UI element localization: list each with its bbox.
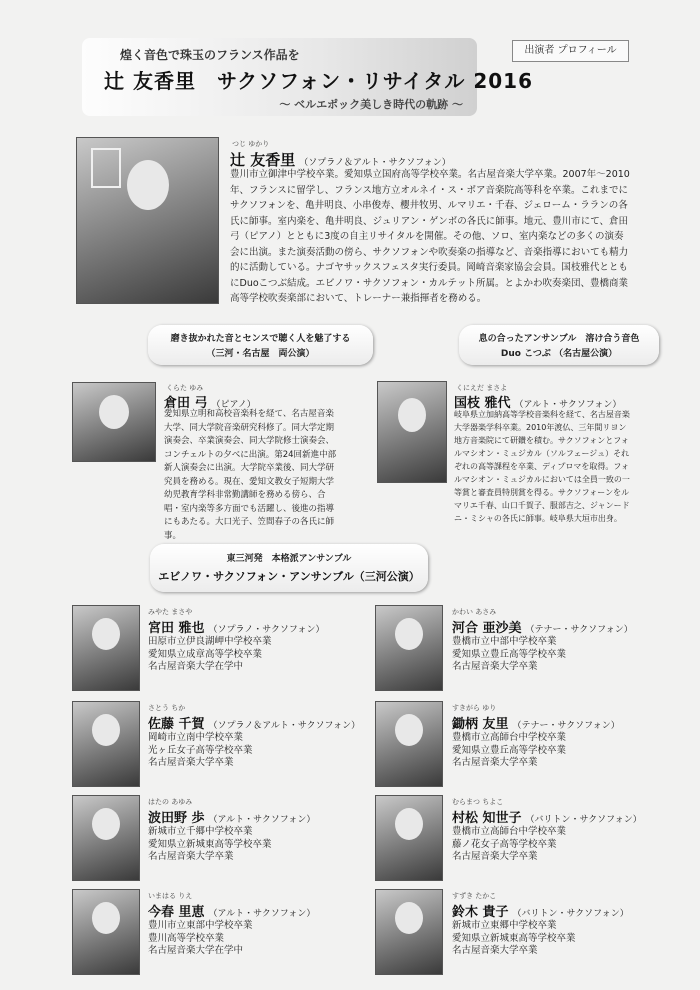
member-instrument: （テナー・サクソフォン） [525, 625, 633, 635]
member-name-row [452, 617, 672, 636]
ensemble-banner-line1: 東三河発 本格派アンサンブル [226, 554, 352, 564]
member-school: 名古屋音楽大学卒業 [452, 945, 538, 956]
kurata-ruby: くらた ゆみ [166, 384, 204, 392]
member-ruby: かわい あさみ [452, 608, 497, 616]
member-instrument: （バリトン・サクソフォン） [512, 909, 629, 919]
member-card [452, 891, 672, 958]
portrait-face [395, 714, 423, 746]
member-photo [375, 701, 443, 787]
member-school: 愛知県立成章高等学校卒業 [148, 648, 263, 660]
member-instrument: （ソプラノ・サクソフォン） [208, 625, 325, 635]
member-name: 鈴木 貴子 [452, 905, 509, 920]
portrait-face [92, 714, 120, 746]
section-label: 出演者 プロフィール [512, 40, 629, 62]
duo-banner-line1: 息の合ったアンサンブル 溶け合う音色 [478, 334, 640, 344]
member-photo [72, 795, 140, 881]
member-school: 岡崎市立南中学校卒業 [148, 732, 244, 743]
kurata-banner-line2: （三河・名古屋 両公演） [206, 349, 315, 359]
profile-photo-kunieda [377, 381, 447, 483]
member-school: 名古屋音楽大学卒業 [452, 851, 538, 862]
member-instrument: （テナー・サクソフォン） [512, 721, 620, 731]
member-school: 豊橋市立高師台中学校卒業 [452, 732, 567, 743]
header-banner [82, 38, 533, 116]
member-school: 田原市立伊良湖岬中学校卒業 [148, 636, 272, 647]
portrait-face [398, 398, 426, 432]
member-school: 名古屋音楽大学在学中 [148, 661, 244, 672]
member-photo [72, 605, 140, 691]
member-name: 河合 亜沙美 [452, 621, 522, 636]
member-instrument: （バリトン・サクソフォン） [525, 815, 642, 825]
kunieda-instrument: （アルト・サクソフォン） [514, 400, 622, 410]
member-ruby: みやた まさや [148, 608, 193, 616]
kurata-banner-line1: 磨き抜かれた音とセンスで聴く人を魅了する [170, 334, 351, 344]
portrait-face [92, 618, 120, 650]
member-school: 愛知県立新城東高等学校卒業 [148, 838, 272, 850]
kurata-instrument: （ピアノ） [211, 400, 256, 410]
member-ruby: むらまつ ちよこ [452, 798, 504, 806]
member-name-row [148, 713, 368, 732]
member-photo [375, 889, 443, 975]
kurata-banner [148, 325, 373, 365]
profile-photo-kurata [72, 382, 156, 462]
member-name-row [148, 807, 368, 826]
member-card [452, 703, 672, 770]
member-card [452, 607, 672, 674]
duo-banner-line2: Duo こつぶ （名古屋公演） [500, 349, 618, 359]
member-photo [375, 605, 443, 691]
member-school: 名古屋音楽大学卒業 [452, 757, 538, 768]
member-name: 今春 里恵 [148, 905, 205, 920]
ensemble-banner-line2: エビノワ・サクソフォン・アンサンブル（三河公演） [158, 570, 420, 583]
member-school: 豊川市立東部中学校卒業 [148, 920, 253, 931]
kurata-bio: 愛知県立明和高校音楽科を経て、名古屋音楽大学、同大学院音楽研究科修了。同大学定期演奏会、卒業演奏会、同大学院修士演奏会、コンチェルトの夕べに出演。第24回新進中部新人演奏会に出演。大学院卒業後、同大学研究員を務める。現在、愛知文教女子短期大学幼児教育学科非常勤講師を務める傍ら、合唱・室内楽等多方面でも活躍し、後進の指導にもあたる。大口光子、笠間春子の各氏に師事。 [164, 409, 337, 541]
member-school: 愛知県立豊丘高等学校卒業 [452, 744, 567, 756]
profile-photo-main [76, 137, 219, 304]
member-school: 光ヶ丘女子高等学校卒業 [148, 744, 253, 756]
member-instrument: （アルト・サクソフォン） [208, 815, 316, 825]
member-card [148, 797, 368, 864]
main-bio: 豊川市立御津中学校卒業。愛知県立国府高等学校卒業。名古屋音楽大学卒業。2007年～2010年、フランスに留学し、フランス地方立オルネイ・ス・ボア音楽院高等科を卒業。これまでにサクソフォンを、亀井明良、小串俊寿、櫻井牧男、ルマリエ・千春、ジェローム・ラランの各氏に師事。室内楽を、亀井明良、ジュリアン・ゲンボの各氏に師事。地元、豊川市にて、倉田弓（ピアノ）とともに3度の自主リサイタルを開催。その他、ソロ、室内楽などの多くの演奏会に出演。また演奏活動の傍ら、サクソフォンや吹奏楽の指導など、音楽指導においても精力的に活動している。ナゴヤサックスフェスタ実行委員。岡崎音楽家協会会員。国枝雅代とともにDuoこつぶ結成。エビノワ・サクソフォン・カルテット所属。とよかわ吹奏楽団、豊橋商業高等学校吹奏楽部において、トレーナー兼指揮者を務める。 [230, 169, 630, 304]
portrait-face [127, 160, 169, 210]
portrait-face [395, 902, 423, 934]
portrait-face [92, 808, 120, 840]
member-name-row [148, 901, 368, 920]
member-school: 名古屋音楽大学卒業 [148, 757, 234, 768]
cross-window [91, 148, 121, 188]
member-card [148, 891, 368, 958]
main-name: 辻 友香里 [230, 151, 296, 169]
member-school: 名古屋音楽大学在学中 [148, 945, 244, 956]
member-photo [72, 889, 140, 975]
kurata-name: 倉田 弓 [164, 396, 208, 411]
member-ruby: はたの あゆみ [148, 798, 193, 806]
member-photo [375, 795, 443, 881]
member-name: 鋤柄 友里 [452, 717, 509, 732]
page-title: 辻 友香里 サクソフォン・リサイタル 2016 [104, 69, 533, 93]
member-name-row [452, 901, 672, 920]
member-school: 豊橋市立高師台中学校卒業 [452, 826, 567, 837]
portrait-face [395, 808, 423, 840]
duo-banner [459, 325, 659, 365]
header-subtitle: 煌く音色で珠玉のフランス作品を [120, 48, 300, 62]
kunieda-ruby: くにえだ まさよ [456, 384, 508, 392]
member-name: 宮田 雅也 [148, 621, 205, 636]
member-card [148, 703, 368, 770]
main-ruby: つじ ゆかり [232, 140, 270, 148]
member-name-row [452, 807, 672, 826]
portrait-face [92, 902, 120, 934]
ensemble-banner [150, 544, 428, 592]
member-card [452, 797, 672, 864]
member-school: 愛知県立新城東高等学校卒業 [452, 932, 576, 944]
member-name-row [148, 617, 368, 636]
member-school: 新城市立千郷中学校卒業 [148, 826, 253, 837]
member-ruby: いまはる りえ [148, 892, 193, 900]
member-name: 佐藤 千賀 [148, 717, 205, 732]
member-school: 名古屋音楽大学卒業 [452, 661, 538, 672]
member-school: 豊川高等学校卒業 [148, 932, 225, 944]
member-ruby: すきがら ゆり [452, 704, 497, 712]
main-instrument: （ソプラノ＆アルト・サクソフォン） [299, 158, 451, 168]
member-instrument: （アルト・サクソフォン） [208, 909, 316, 919]
member-ruby: さとう ちか [148, 704, 186, 712]
member-school: 名古屋音楽大学卒業 [148, 851, 234, 862]
member-photo [72, 701, 140, 787]
kunieda-bio: 岐阜県立加納高等学校音楽科を経て、名古屋音楽大学器楽学科卒業。2010年渡仏、三年間リヨン地方音楽院にて研鑽を積む。サクソフォンとフォルマシオン・ミュジカル（ソルフェージュ）それぞれの高等課程を卒業、ディプロマを取得。フォルマシオン・ミュジカルにおいては全員一致の一等賞と審査員特別賞を得る。サクソフォーンをルマリエ千春、山口千賀子、服部吉之、ジャンードニ・ミシャの各氏に師事。岐阜県大垣市出身。 [454, 410, 630, 523]
member-name-row [452, 713, 672, 732]
member-card [148, 607, 368, 674]
member-school: 新城市立東郷中学校卒業 [452, 920, 557, 931]
member-instrument: （ソプラノ＆アルト・サクソフォン） [208, 721, 361, 731]
portrait-face [395, 618, 423, 650]
member-school: 豊橋市立中部中学校卒業 [452, 636, 557, 647]
member-name: 村松 知世子 [452, 811, 522, 826]
member-school: 藤ノ花女子高等学校卒業 [452, 838, 557, 850]
kunieda-name: 国枝 雅代 [454, 396, 511, 411]
member-ruby: すずき たかこ [452, 892, 497, 900]
portrait-face [99, 395, 129, 429]
member-name: 波田野 歩 [148, 811, 205, 826]
header-tagline: ～ ベルエポック美しき時代の軌跡 ～ [279, 98, 463, 111]
member-school: 愛知県立豊丘高等学校卒業 [452, 648, 567, 660]
